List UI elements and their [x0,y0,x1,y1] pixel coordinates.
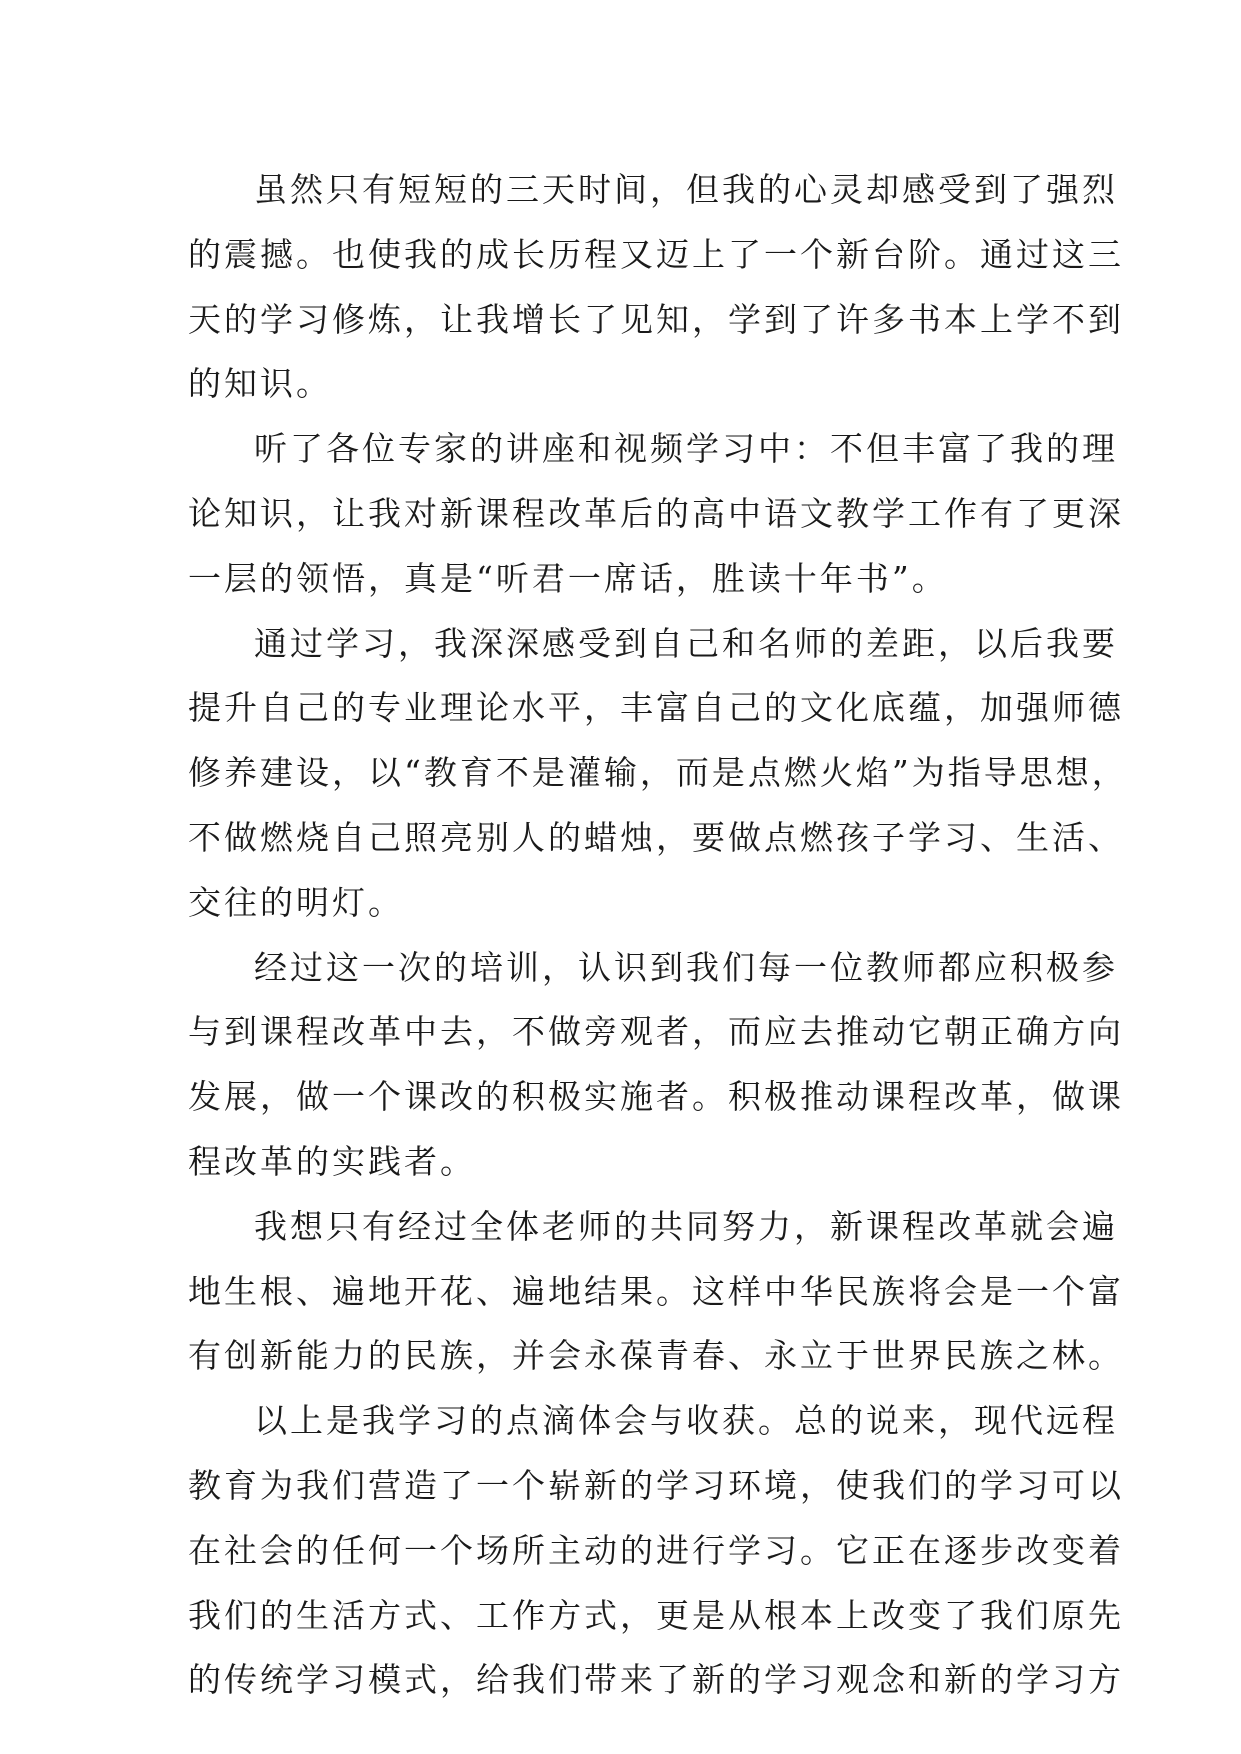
text-line: 我们的生活方式、工作方式，更是从根本上改变了我们原先 [188,1595,1124,1635]
text-line: 的传统学习模式，给我们带来了新的学习观念和新的学习方 [188,1660,1124,1700]
text-line: 提升自己的专业理论水平，丰富自己的文化底蕴，加强师德 [188,688,1124,728]
text-line: 有创新能力的民族，并会永葆青春、永立于世界民族之林。 [188,1336,1124,1376]
text-line: 经过这一次的培训，认识到我们每一位教师都应积极参 [254,947,1118,987]
text-line: 的知识。 [188,364,332,404]
text-line: 地生根、遍地开花、遍地结果。这样中华民族将会是一个富 [188,1271,1124,1311]
text-line: 与到课程改革中去，不做旁观者，而应去推动它朝正确方向 [188,1012,1124,1052]
text-line: 一层的领悟，真是“听君一席话，胜读十年书”。 [188,558,948,598]
text-line: 以上是我学习的点滴体会与收获。总的说来，现代远程 [254,1401,1118,1441]
text-line: 在社会的任何一个场所主动的进行学习。它正在逐步改变着 [188,1530,1124,1570]
paragraph-4 [188,936,1124,1195]
text-line: 发展，做一个课改的积极实施者。积极推动课程改革，做课 [188,1077,1124,1117]
paragraph-2 [188,417,1124,611]
text-line: 通过学习，我深深感受到自己和名师的差距，以后我要 [254,623,1118,663]
text-line: 天的学习修炼，让我增长了见知，学到了许多书本上学不到 [188,299,1124,339]
paragraph-1 [188,158,1124,417]
text-line: 交往的明灯。 [188,882,404,922]
body-text [188,158,1128,1713]
paragraph-3 [188,612,1128,936]
text-line: 修养建设，以“教育不是灌输，而是点燃火焰”为指导思想， [188,753,1128,793]
text-line: 论知识，让我对新课程改革后的高中语文教学工作有了更深 [188,493,1124,533]
text-line: 我想只有经过全体老师的共同努力，新课程改革就会遍 [254,1206,1118,1246]
text-line: 程改革的实践者。 [188,1141,476,1181]
text-line: 虽然只有短短的三天时间，但我的心灵却感受到了强烈 [254,170,1118,209]
text-line: 的震撼。也使我的成长历程又迈上了一个新台阶。通过这三 [188,234,1124,274]
text-line: 听了各位专家的讲座和视频学习中：不但丰富了我的理 [254,429,1118,469]
paragraph-5 [188,1195,1124,1389]
text-line: 教育为我们营造了一个崭新的学习环境，使我们的学习可以 [188,1465,1124,1505]
paragraph-6 [188,1389,1124,1713]
text-line: 不做燃烧自己照亮别人的蜡烛，要做点燃孩子学习、生活、 [188,817,1124,857]
